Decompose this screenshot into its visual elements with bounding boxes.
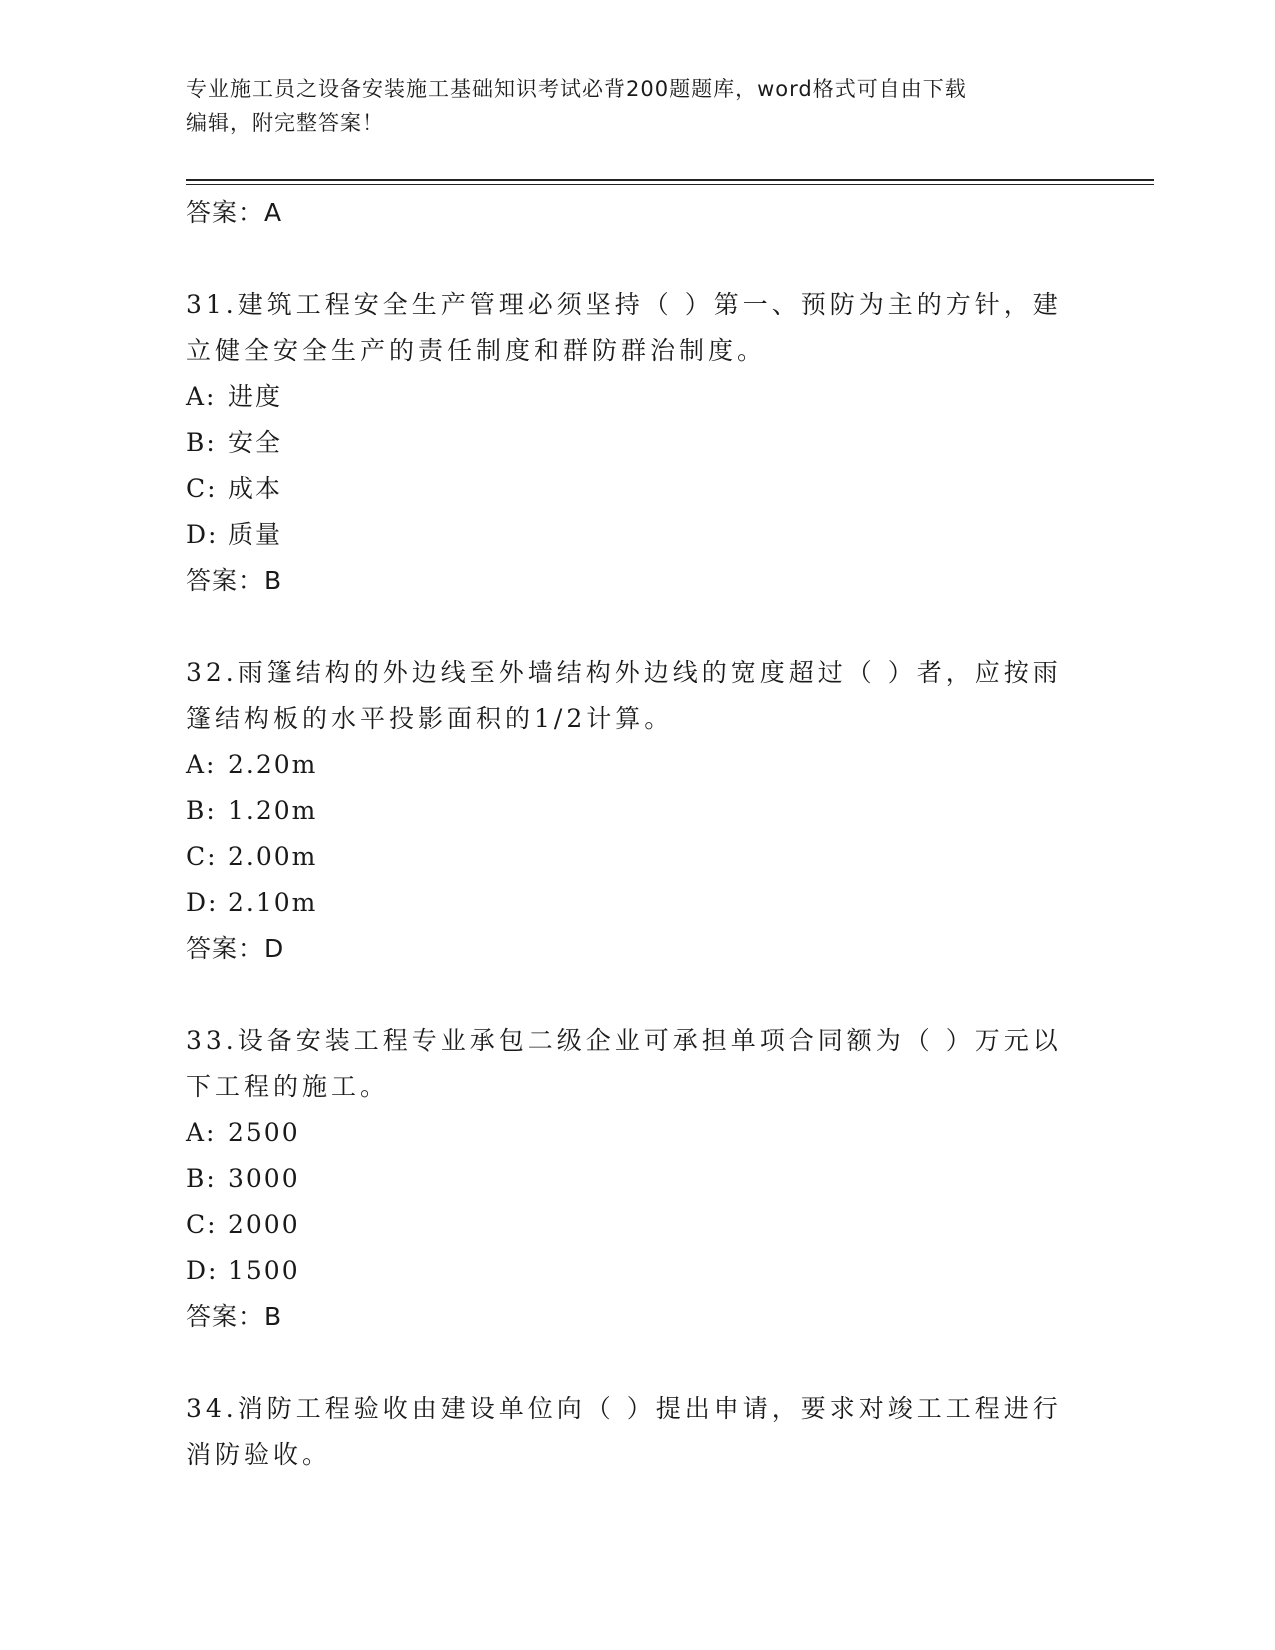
option-c — [186, 1202, 1066, 1248]
option-text: 2.20m — [228, 750, 318, 779]
document-header — [186, 72, 1066, 140]
option-b — [186, 420, 1066, 466]
previous-answer: 答案：A — [186, 198, 283, 227]
question-stem-line: 立健全安全生产的责任制度和群防群治制度。 — [186, 336, 767, 365]
option-text: 3000 — [228, 1164, 300, 1193]
option-a — [186, 374, 1066, 420]
spacer — [186, 604, 1066, 650]
option-d — [186, 1248, 1066, 1294]
question-stem-line: 消防验收。 — [186, 1440, 332, 1469]
option-letter: D: — [186, 888, 219, 917]
answer-line: 答案：B — [186, 1302, 283, 1331]
question-stem-line: 34.消防工程验收由建设单位向（ ）提出申请，要求对竣工工程进行 — [186, 1394, 1062, 1423]
question-33 — [186, 1018, 1066, 1340]
option-b — [186, 1156, 1066, 1202]
question-stem-line: 32.雨篷结构的外边线至外墙结构外边线的宽度超过（ ）者，应按雨 — [186, 658, 1062, 687]
spacer — [186, 236, 1066, 282]
question-31 — [186, 282, 1066, 604]
option-text: 成本 — [228, 474, 283, 503]
option-letter: C: — [186, 1210, 218, 1239]
option-text: 2.00m — [228, 842, 318, 871]
header-divider-thin — [186, 184, 1154, 185]
option-text: 1500 — [228, 1256, 300, 1285]
option-letter: A: — [186, 750, 217, 779]
answer-line: 答案：D — [186, 934, 285, 963]
option-letter: D: — [186, 520, 219, 549]
answer-line: 答案：B — [186, 566, 283, 595]
option-letter: C: — [186, 842, 218, 871]
header-title-line2: 编辑，附完整答案！ — [186, 111, 384, 135]
option-letter: B: — [186, 796, 217, 825]
question-32 — [186, 650, 1066, 972]
option-text: 进度 — [228, 382, 283, 411]
option-text: 安全 — [228, 428, 283, 457]
option-a — [186, 742, 1066, 788]
question-stem-line: 33.设备安装工程专业承包二级企业可承担单项合同额为（ ）万元以 — [186, 1026, 1062, 1055]
spacer — [186, 972, 1066, 1018]
option-text: 2.10m — [228, 888, 318, 917]
option-d — [186, 512, 1066, 558]
option-letter: B: — [186, 1164, 217, 1193]
header-title-line1: 专业施工员之设备安装施工基础知识考试必背200题题库，word格式可自由下载 — [186, 77, 967, 101]
header-divider-thick — [186, 179, 1154, 181]
option-letter: A: — [186, 382, 217, 411]
question-stem-line: 下工程的施工。 — [186, 1072, 390, 1101]
question-stem-line: 31.建筑工程安全生产管理必须坚持（ ）第一、预防为主的方针，建 — [186, 290, 1062, 319]
option-text: 2500 — [228, 1118, 300, 1147]
option-text: 2000 — [228, 1210, 300, 1239]
option-letter: C: — [186, 474, 218, 503]
question-list — [186, 190, 1066, 1478]
option-letter: A: — [186, 1118, 217, 1147]
option-text: 1.20m — [228, 796, 318, 825]
question-stem-line: 篷结构板的水平投影面积的1/2计算。 — [186, 704, 674, 733]
option-c — [186, 466, 1066, 512]
option-text: 质量 — [228, 520, 283, 549]
option-letter: B: — [186, 428, 217, 457]
spacer — [186, 1340, 1066, 1386]
option-a — [186, 1110, 1066, 1156]
option-letter: D: — [186, 1256, 219, 1285]
option-c — [186, 834, 1066, 880]
option-d — [186, 880, 1066, 926]
question-34 — [186, 1386, 1066, 1478]
option-b — [186, 788, 1066, 834]
